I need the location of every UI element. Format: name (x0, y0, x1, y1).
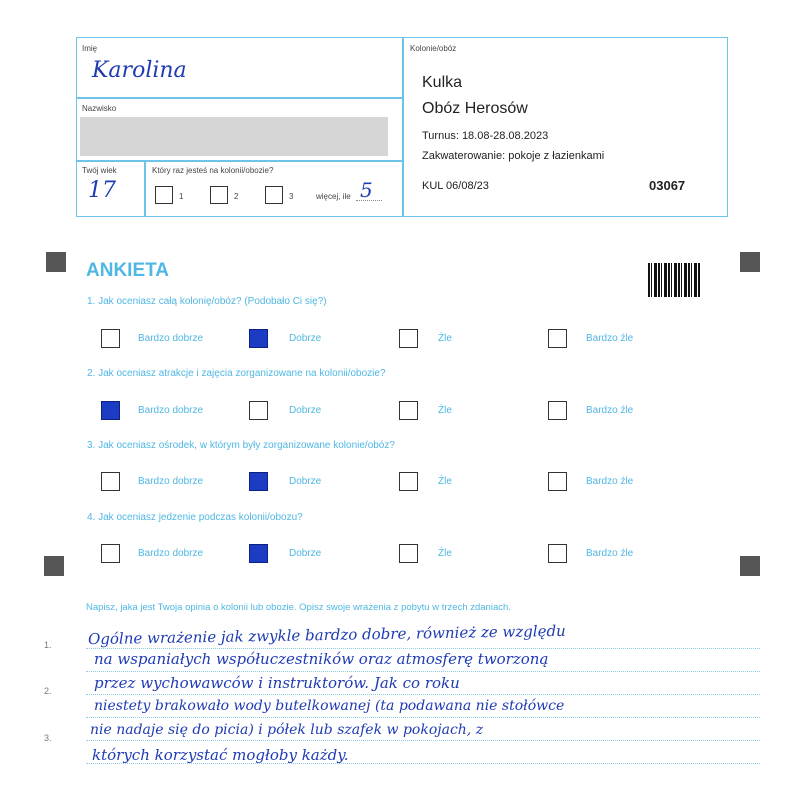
q3-option-zle[interactable] (399, 472, 418, 491)
ktory-raz-label: Który raz jesteś na kolonii/obozie? (152, 166, 274, 175)
q2-label-bardzo-dobrze: Bardzo dobrze (138, 405, 204, 416)
opinion-prompt: Napisz, jaka jest Twoja opinia o kolonii lub obozie. Opisz swoje wrażenia z pobytu w trzech zdaniach. (86, 602, 511, 613)
opinion-line-4: niestety brakowało wody butelkowanej (ta podawana nie stołówce (94, 698, 565, 714)
wiecej-label: więcej, ile (316, 192, 351, 201)
q4-option-zle[interactable] (399, 544, 418, 563)
q3-label-zle: Źle (438, 476, 452, 487)
q3-option-bardzo-dobrze[interactable] (101, 472, 120, 491)
q1-option-zle[interactable] (399, 329, 418, 348)
header-divider (402, 37, 404, 217)
raz-option-1: 1 (179, 192, 184, 201)
opinion-line-1: Ogólne wrażenie jak zwykle bardzo dobre, również ze względu (87, 621, 566, 649)
form-number: 03067 (649, 178, 686, 193)
q4-label-zle: Źle (438, 548, 452, 559)
q2-label-zle: Źle (438, 405, 452, 416)
nazwisko-label: Nazwisko (82, 104, 117, 113)
q1-option-dobrze[interactable] (249, 329, 268, 348)
q1-option-bardzo-zle[interactable] (548, 329, 567, 348)
q1-option-bardzo-dobrze[interactable] (101, 329, 120, 348)
q3-option-dobrze[interactable] (249, 472, 268, 491)
q4-label-bardzo-zle: Bardzo źle (586, 548, 634, 559)
q1-label-bardzo-zle: Bardzo źle (586, 333, 634, 344)
raz-checkbox-1[interactable] (155, 186, 173, 204)
q1-label-dobrze: Dobrze (289, 333, 322, 344)
q2-option-dobrze[interactable] (249, 401, 268, 420)
q2-label-dobrze: Dobrze (289, 405, 322, 416)
kolonie-name: Kulka (422, 74, 463, 91)
opinion-line-2: na wspaniałych współuczestników oraz atmosferę tworzoną (94, 650, 549, 668)
kolonie-label: Kolonie/obóz (410, 44, 457, 53)
q4-label-dobrze: Dobrze (289, 548, 322, 559)
wiecej-value[interactable]: 5 (360, 178, 373, 202)
line-number-1: 1. (44, 640, 52, 650)
raz-checkbox-3[interactable] (265, 186, 283, 204)
q3-label-bardzo-dobrze: Bardzo dobrze (138, 476, 204, 487)
barcode (648, 263, 700, 297)
question-3: 3. Jak oceniasz ośrodek, w którym były zorganizowane kolonie/obóz? (87, 440, 395, 451)
registration-marker-mr (740, 556, 760, 576)
opinion-line-5: nie nadaje się do picia) i półek lub szafek w pokojach, z (90, 722, 484, 738)
q4-option-dobrze[interactable] (249, 544, 268, 563)
line-number-3: 3. (44, 733, 52, 743)
q4-option-bardzo-dobrze[interactable] (101, 544, 120, 563)
kolonie-camp: Obóz Herosów (422, 100, 528, 117)
registration-marker-tr (740, 252, 760, 272)
raz-checkbox-2[interactable] (210, 186, 228, 204)
turnus: Turnus: 18.08-28.08.2023 (422, 130, 549, 142)
camp-code: KUL 06/08/23 (422, 180, 489, 192)
imie-label: Imię (82, 44, 98, 53)
q2-option-zle[interactable] (399, 401, 418, 420)
wiek-value[interactable]: 17 (88, 178, 116, 203)
opinion-line-3: przez wychowawców i instruktorów. Jak co roku (94, 674, 460, 692)
q3-option-bardzo-zle[interactable] (548, 472, 567, 491)
q2-option-bardzo-zle[interactable] (548, 401, 567, 420)
imie-value[interactable]: Karolina (92, 58, 187, 83)
registration-marker-ml (44, 556, 64, 576)
question-2: 2. Jak oceniasz atrakcje i zajęcia zorganizowane na kolonii/obozie? (87, 368, 386, 379)
q1-label-zle: Źle (438, 333, 452, 344)
registration-marker-tl (46, 252, 66, 272)
wiek-label: Twój wiek (82, 166, 117, 175)
question-1: 1. Jak oceniasz całą kolonię/obóz? (Podobało Ci się?) (87, 296, 327, 307)
line-number-2: 2. (44, 686, 52, 696)
q1-label-bardzo-dobrze: Bardzo dobrze (138, 333, 204, 344)
question-4: 4. Jak oceniasz jedzenie podczas kolonii/obozu? (87, 512, 303, 523)
q3-label-bardzo-zle: Bardzo źle (586, 476, 634, 487)
q4-label-bardzo-dobrze: Bardzo dobrze (138, 548, 204, 559)
survey-title: ANKIETA (86, 260, 170, 281)
q2-option-bardzo-dobrze[interactable] (101, 401, 120, 420)
zakwaterowanie: Zakwaterowanie: pokoje z łazienkami (422, 150, 605, 162)
opinion-line-6: których korzystać mogłoby każdy. (92, 746, 349, 764)
nazwisko-redacted (80, 117, 388, 156)
q4-option-bardzo-zle[interactable] (548, 544, 567, 563)
q2-label-bardzo-zle: Bardzo źle (586, 405, 634, 416)
raz-option-3: 3 (289, 192, 294, 201)
raz-option-2: 2 (234, 192, 239, 201)
q3-label-dobrze: Dobrze (289, 476, 322, 487)
